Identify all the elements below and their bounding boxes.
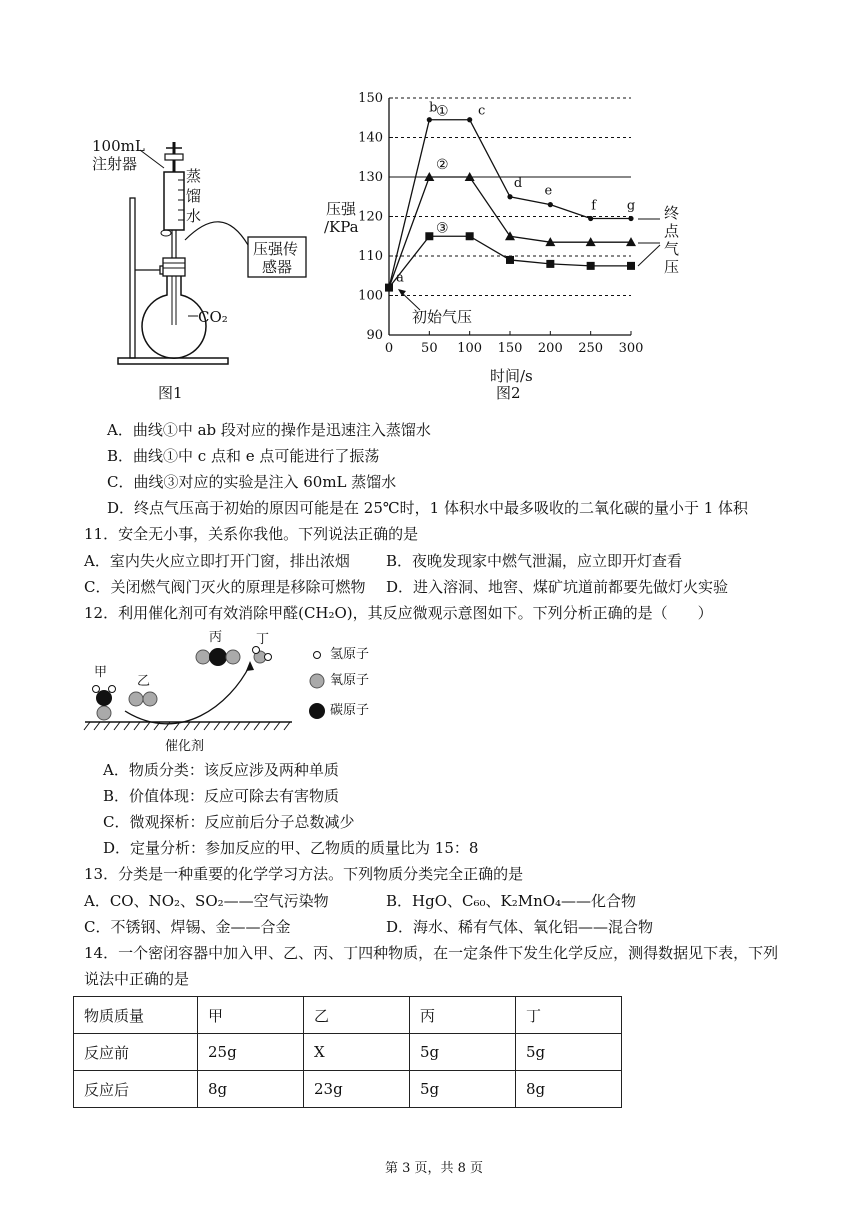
table-row: [74, 1034, 622, 1071]
syringe-plunger: [165, 154, 183, 160]
end-pressure-arrow-3: [638, 245, 660, 266]
table-cell: X: [304, 1034, 410, 1071]
q10-option-d: D．终点气压高于初始的原因可能是在 25℃时，1 体积水中最多吸收的二氧化碳的量小于 1 体积: [107, 499, 749, 517]
label-bing: 丙: [209, 630, 223, 645]
initial-pressure-label: 初始气压: [412, 308, 473, 326]
series-3-point: [425, 232, 433, 240]
y-tick-label: 100: [358, 288, 383, 304]
y-tick-label: 120: [358, 209, 383, 225]
y-tick-label: 150: [358, 91, 383, 106]
jia-hydrogen-atom-1: [93, 686, 100, 693]
y-axis-label-2: /KPa: [324, 218, 359, 236]
y-tick-label: 130: [358, 170, 383, 185]
x-tick-label: 100: [457, 341, 483, 356]
jia-oxygen-atom: [97, 706, 111, 720]
point-label-f: f: [591, 198, 597, 214]
q12-stem: 12．利用催化剂可有效消除甲醛(CH₂O)，其反应微观示意图如下。下列分析正确的是（ ）: [84, 604, 713, 622]
x-axis-label: 时间/s: [490, 367, 533, 385]
table-header-cell: 甲: [198, 997, 304, 1034]
bing-oxygen-atom-2: [226, 650, 240, 664]
y-tick-label: 140: [358, 130, 383, 146]
table-cell: 反应后: [74, 1071, 198, 1108]
legend-carbon-icon: [309, 703, 325, 719]
water-label-1: 蒸: [186, 167, 202, 185]
end-label-4: 压: [664, 258, 680, 276]
legend-oxygen-icon: [310, 674, 324, 688]
q10-option-a: A．曲线①中 ab 段对应的操作是迅速注入蒸馏水: [107, 421, 431, 439]
curve-label-2: ②: [435, 157, 449, 173]
x-tick-label: 50: [421, 341, 438, 356]
table-header-cell: 物质质量: [74, 997, 198, 1034]
q13-option-a: A．CO、NO₂、SO₂——空气污染物: [84, 892, 329, 910]
end-label-2: 点: [664, 222, 680, 240]
figure-1-caption: 图1: [158, 384, 183, 402]
curve-label-3: ③: [435, 220, 449, 237]
q13-option-c: C．不锈钢、焊锡、金——合金: [84, 918, 291, 936]
q12-option-b: B．价值体现：反应可除去有害物质: [103, 787, 340, 805]
end-label-1: 终: [664, 204, 680, 222]
q11-option-a: A．室内失火应立即打开门窗，排出浓烟: [84, 552, 350, 570]
stopper: [163, 258, 185, 276]
series-3-point: [627, 262, 635, 270]
table-header-cell: 丙: [410, 997, 516, 1034]
bing-oxygen-atom-1: [196, 650, 210, 664]
table-header-cell: 乙: [304, 997, 410, 1034]
legend-oxygen: 氧原子: [330, 673, 370, 688]
x-tick-label: 150: [497, 341, 523, 356]
x-tick-label: 250: [578, 341, 604, 356]
table-cell: 25g: [198, 1034, 304, 1071]
series-1-point: [548, 202, 553, 207]
series-3-point: [546, 260, 554, 268]
table-cell: 23g: [304, 1071, 410, 1108]
yi-oxygen-atom-2: [143, 692, 157, 706]
water-label-3: 水: [186, 207, 202, 225]
point-label-b: b: [429, 100, 438, 116]
label-yi: 乙: [137, 674, 151, 689]
series-1-point: [507, 194, 512, 199]
q11-stem: 11．安全无小事，关系你我他。下列说法正确的是: [84, 525, 419, 543]
figure-2-chart: [320, 85, 700, 405]
sensor-label-1: 压强传: [253, 240, 299, 258]
legend-hydrogen-icon: [314, 652, 321, 659]
y-tick-label: 110: [358, 249, 383, 264]
label-jia: 甲: [94, 665, 108, 680]
table-row: [74, 1071, 622, 1108]
jia-hydrogen-atom-2: [109, 686, 116, 693]
q14-stem-line-1: 14．一个密闭容器中加入甲、乙、丙、丁四种物质，在一定条件下发生化学反应，测得数据见下表，下列: [84, 944, 779, 962]
q11-option-b: B．夜晚发现家中燃气泄漏，应立即开灯查看: [386, 552, 683, 570]
table-cell: 8g: [198, 1071, 304, 1108]
label-ding: 丁: [256, 632, 270, 647]
q13-stem: 13．分类是一种重要的化学学习方法。下列物质分类完全正确的是: [84, 865, 524, 883]
series-1-point: [588, 216, 593, 221]
series-3-point: [466, 232, 474, 240]
yi-oxygen-atom-1: [129, 692, 143, 706]
stand-rod: [130, 198, 135, 358]
table-cell: 5g: [516, 1034, 622, 1071]
q10-option-c: C．曲线③对应的实验是注入 60mL 蒸馏水: [107, 473, 397, 491]
q12-option-d: D．定量分析：参加反应的甲、乙物质的质量比为 15：8: [103, 839, 479, 857]
table-header-row: [74, 997, 622, 1034]
q13-option-b: B．HgO、C₆₀、K₂MnO₄——化合物: [386, 892, 637, 910]
q11-option-c: C．关闭燃气阀门灭火的原理是移除可燃物: [84, 578, 366, 596]
page-footer: 第 3 页，共 8 页: [384, 1161, 484, 1176]
co2-label: CO₂: [198, 308, 228, 326]
q12-option-c: C．微观探析：反应前后分子总数减少: [103, 813, 355, 831]
syringe-barrel: [164, 172, 184, 230]
q14-stem-line-2: 说法中正确的是: [84, 970, 190, 988]
q10-option-b: B．曲线①中 c 点和 e 点可能进行了振荡: [107, 447, 380, 465]
series-1-point: [467, 117, 472, 122]
q11-option-d: D．进入溶洞、地窖、煤矿坑道前都要先做灯火实验: [386, 578, 729, 596]
table-cell: 反应前: [74, 1034, 198, 1071]
point-label-g: g: [626, 198, 636, 214]
table-cell: 5g: [410, 1071, 516, 1108]
series-2-point: [505, 231, 515, 240]
curve-label-1: ①: [435, 103, 449, 120]
x-tick-label: 300: [618, 341, 644, 356]
start-point-a: [385, 284, 393, 292]
series-1-point: [427, 117, 432, 122]
point-label-c: c: [478, 103, 486, 119]
syringe-label: 注射器: [92, 155, 138, 173]
point-label-d: d: [513, 175, 523, 191]
q13-option-d: D．海水、稀有气体、氧化铝——混合物: [386, 918, 654, 936]
series-3-point: [587, 262, 595, 270]
q12-option-a: A．物质分类：该反应涉及两种单质: [103, 761, 339, 779]
series-1-point: [628, 216, 633, 221]
point-label-e: e: [544, 183, 553, 199]
ding-hydrogen-atom-2: [265, 654, 272, 661]
bing-carbon-atom: [209, 648, 227, 666]
figure-2-caption: 图2: [496, 384, 521, 402]
syringe-volume-label: 100mL: [92, 137, 145, 155]
series-3-point: [506, 256, 514, 264]
x-tick-label: 0: [384, 341, 394, 356]
sensor-label-2: 感器: [262, 258, 293, 276]
label-catalyst: 催化剂: [165, 739, 205, 754]
jia-carbon-atom: [96, 690, 112, 706]
legend-hydrogen: 氢原子: [330, 647, 370, 662]
q14-data-table: [73, 996, 622, 1108]
table-cell: 8g: [516, 1071, 622, 1108]
flask: [142, 276, 206, 358]
table-header-cell: 丁: [516, 997, 622, 1034]
legend-carbon: 碳原子: [330, 703, 370, 718]
table-cell: 5g: [410, 1034, 516, 1071]
y-tick-label: 90: [366, 328, 383, 343]
y-axis-label-1: 压强: [326, 200, 357, 218]
end-label-3: 气: [664, 240, 680, 258]
point-label-a: a: [396, 270, 404, 286]
water-label-2: 馏: [186, 187, 202, 205]
x-tick-label: 200: [537, 341, 563, 356]
